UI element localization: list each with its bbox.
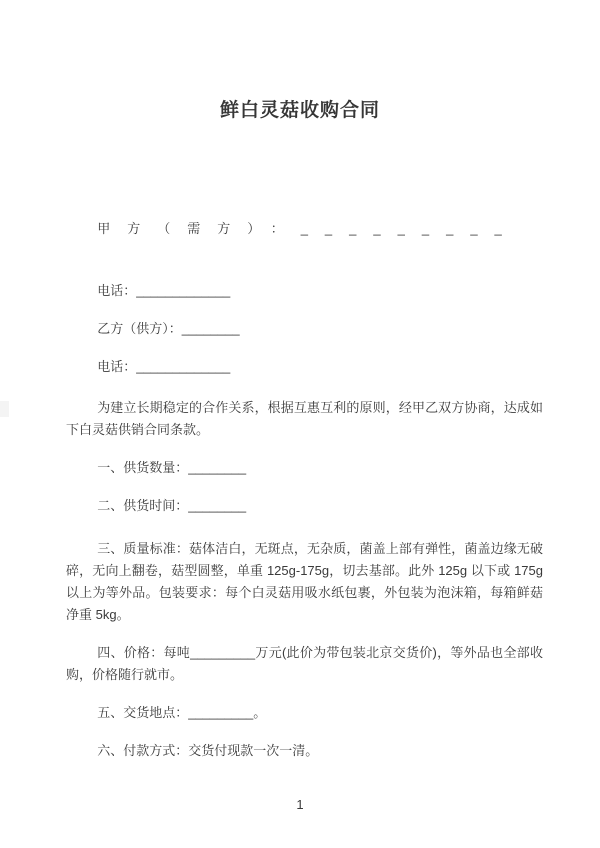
document-body bbox=[0, 218, 600, 762]
clause-text: 四、价格：每吨 bbox=[97, 645, 191, 660]
fill-in-blank: _________ bbox=[190, 645, 256, 660]
clause-delivery-place bbox=[66, 702, 543, 724]
phone-a-blank: _____________ bbox=[136, 283, 231, 298]
fill-in-blank: ________ bbox=[188, 460, 247, 475]
clause-quality-standard bbox=[66, 538, 543, 626]
phone-b-line bbox=[66, 356, 543, 378]
phone-b-label: 电话： bbox=[97, 359, 137, 374]
document-title: 鲜白灵菇收购合同 bbox=[219, 100, 380, 121]
clause-text: 六、付款方式：交货付现款一次一清。 bbox=[97, 743, 319, 758]
party-a-line bbox=[66, 218, 543, 240]
page-number: 1 bbox=[296, 797, 304, 812]
clause-supply-quantity bbox=[66, 457, 543, 479]
intro-paragraph: 为建立长期稳定的合作关系，根据互惠互利的原则，经甲乙双方协商，达成如下白灵菇供销合同条款。 bbox=[66, 400, 543, 437]
fill-in-blank: _________ bbox=[188, 705, 254, 720]
clause-text-after: 万元(此价为带包装北京交货价)，等外品也全部收购，价格随行就市。 bbox=[66, 645, 543, 682]
party-b-line bbox=[66, 318, 543, 340]
phone-a-label: 电话： bbox=[97, 283, 137, 298]
scan-artifact bbox=[0, 401, 9, 417]
clause-text: 二、供货时间： bbox=[97, 498, 189, 513]
party-a-label: 甲方（需方）： bbox=[97, 221, 301, 236]
clause-text: 五、交货地点： bbox=[97, 705, 189, 720]
clause-text-after: 。 bbox=[253, 705, 267, 720]
party-b-label: 乙方（供方）： bbox=[97, 321, 182, 336]
phone-a-line bbox=[66, 280, 543, 302]
clause-text: 三、质量标准：菇体洁白，无斑点，无杂质，菌盖上部有弹性，菌盖边缘无破碎，无向上翻卷，菇型圆整，单重 125g-175g，切去基部。此外 125g 以下或 175g 以上为等外品。包装要求：每个白灵菇用吸水纸包裹，外包装为泡沫箱，每箱鲜菇净重 5kg。 bbox=[66, 541, 543, 622]
clause-text: 一、供货数量： bbox=[97, 460, 189, 475]
party-b-blank: ________ bbox=[181, 321, 240, 336]
clause-payment-method bbox=[66, 740, 543, 762]
party-a-blank: _________ bbox=[300, 221, 519, 236]
fill-in-blank: ________ bbox=[188, 498, 247, 513]
clause-supply-time bbox=[66, 495, 543, 517]
clause-price bbox=[66, 642, 543, 686]
phone-b-blank: _____________ bbox=[136, 359, 231, 374]
